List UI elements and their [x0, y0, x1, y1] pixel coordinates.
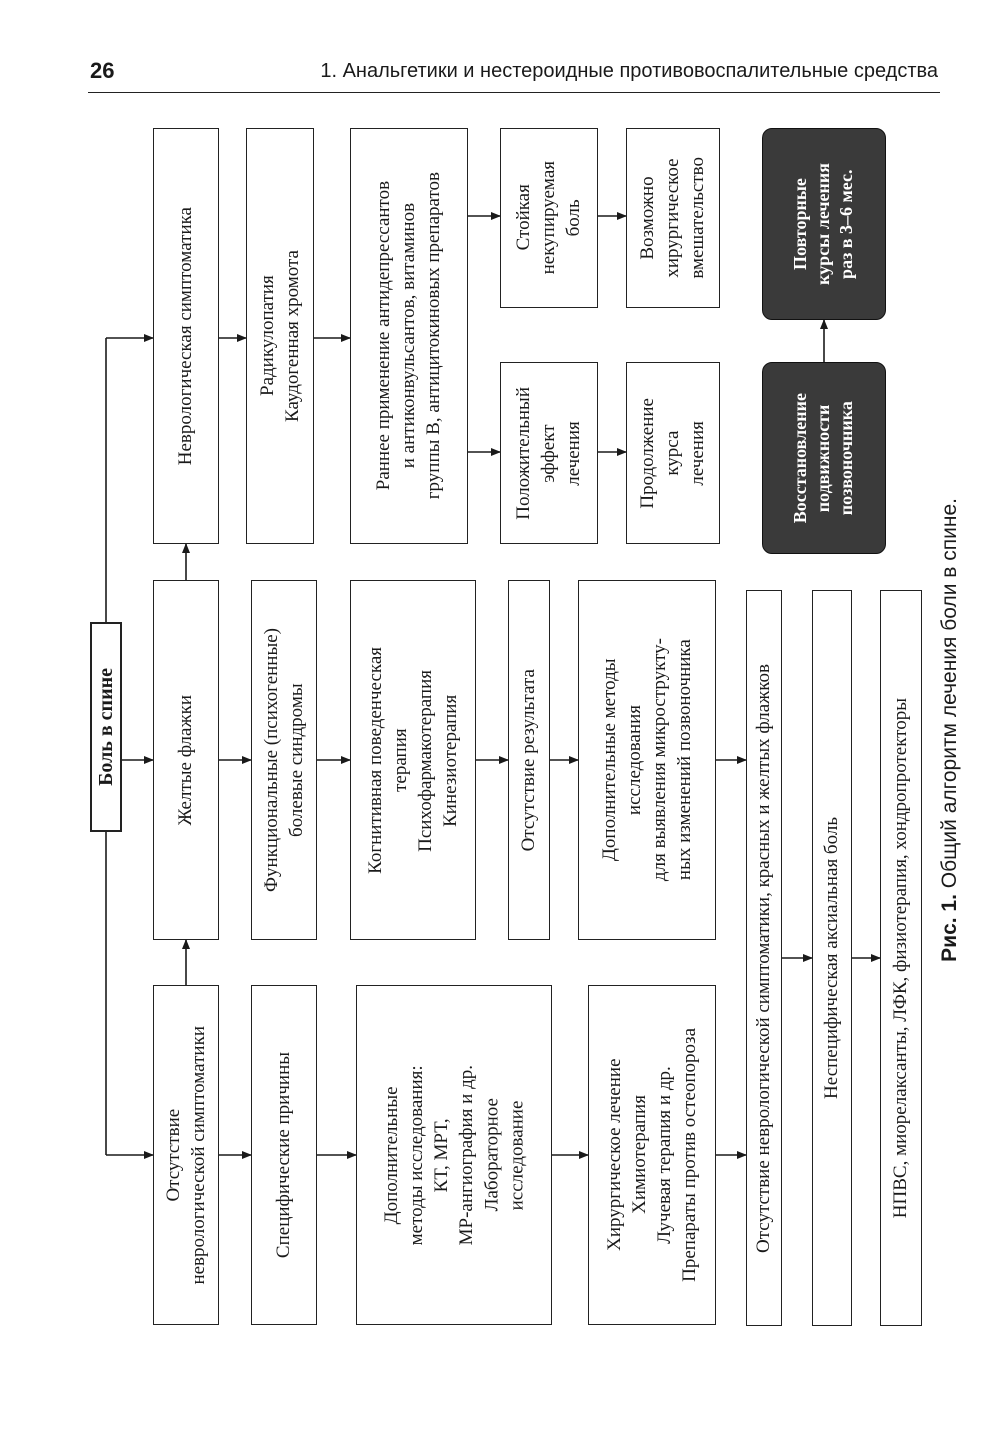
no-result-label: Отсутствие результата [518, 668, 540, 852]
no-result-box [508, 580, 550, 940]
repeat-courses-box [762, 128, 886, 320]
neuro-symptoms-box [153, 128, 219, 544]
mid-extra-methods-box [578, 580, 716, 940]
no-neuro-symptoms-box [153, 985, 219, 1325]
root-box [90, 622, 122, 832]
no-neuro-symptoms-label: Отсутствие неврологической симптоматики [162, 1025, 209, 1285]
yellow-flags-box [153, 580, 219, 940]
axial-pain-label: Неспецифическая аксиальная боль [821, 817, 843, 1099]
cbt-label: Когнитивная поведенческая терапия Психофармакотерапия Кинезиотерапия [364, 646, 462, 874]
yellow-flags-label: Желтые флажки [175, 694, 197, 826]
persistent-pain-box [500, 128, 598, 308]
possible-surgery-label: Возможно хирургическое вмешательство [637, 157, 709, 279]
figure-caption [920, 460, 980, 1000]
functional-box [251, 580, 317, 940]
cbt-box [350, 580, 476, 940]
therapy-box [880, 590, 922, 1326]
no-flags-label: Отсутствие неврологической симптоматики, красных и желтых флажков [753, 663, 775, 1253]
no-flags-box [746, 590, 782, 1326]
therapy-label: НПВС, миорелаксанты, ЛФК, физиотерапия, хондропротекторы [890, 697, 912, 1219]
positive-effect-box [500, 362, 598, 544]
functional-label: Функциональные (психогенные) болевые синдромы [260, 628, 307, 892]
left-extra-methods-label: Дополнительные методы исследования: КТ, МРТ, МР-ангиография и др. Лабораторное исследование [380, 1064, 528, 1246]
radiculopathy-label: Радикулопатия Каудогенная хромота [256, 250, 303, 422]
mid-extra-methods-label: Дополнительные методы исследования для выявления микрострукту- ных изменений позвоночника [598, 638, 696, 882]
axial-pain-box [812, 590, 852, 1326]
continue-course-label: Продолжение курса лечения [637, 397, 709, 509]
left-treatment-box [588, 985, 716, 1325]
caption-label: Рис. 1. [938, 894, 961, 962]
radiculopathy-box [246, 128, 314, 544]
early-treatment-box [350, 128, 468, 544]
left-treatment-label: Хирургическое лечение Химиотерапия Лучевая терапия и др. Препараты против остеопороза [603, 1028, 701, 1282]
caption-text: Общий алгоритм лечения боли в спине. [938, 498, 961, 895]
early-treatment-label: Раннее применение антидепрессантов и антиконвульсантов, витаминов группы В, антицитокиновых препаратов [373, 172, 445, 500]
possible-surgery-box [626, 128, 720, 308]
repeat-courses-label: Повторные курсы лечения раз в 3–6 мес. [790, 163, 857, 285]
root-label: Боль в спине [94, 668, 117, 786]
persistent-pain-label: Стойкая некупируемая боль [513, 161, 585, 275]
running-title: 1. Анальгетики и нестероидные противовоспалительные средства [320, 60, 938, 82]
left-extra-methods-box [356, 985, 552, 1325]
positive-effect-label: Положительный эффект лечения [513, 386, 585, 520]
continue-course-box [626, 362, 720, 544]
restore-mobility-box [762, 362, 886, 554]
specific-causes-box [251, 985, 317, 1325]
specific-causes-label: Специфические причины [273, 1051, 295, 1259]
neuro-symptoms-label: Неврологическая симптоматика [175, 206, 197, 466]
page-number: 26 [90, 58, 115, 83]
restore-mobility-label: Восстановление подвижности позвоночника [790, 392, 857, 524]
